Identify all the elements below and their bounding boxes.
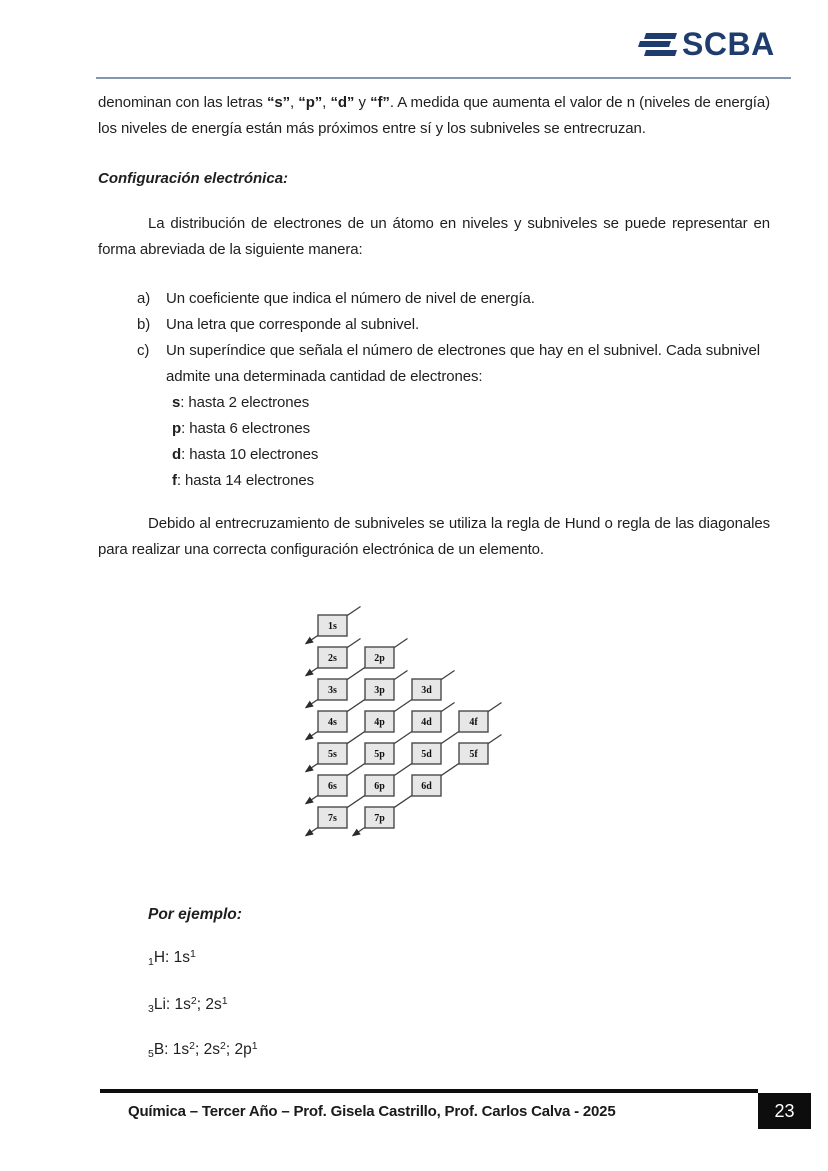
footer-divider — [100, 1089, 758, 1093]
electron-config-example: $_5$B: $1s^2$; $2s^2$; $2p^1$ — [148, 1040, 258, 1060]
sublevel-capacity: d: hasta 10 electrones — [172, 446, 319, 463]
atomic-number: 3 — [148, 1003, 154, 1015]
orbital-label: 5f — [469, 749, 478, 760]
abbreviation-list — [137, 286, 760, 494]
page-number-badge — [758, 1093, 811, 1129]
orbital-label: 4p — [374, 717, 385, 728]
orbital-label: 7s — [328, 813, 337, 824]
paragraph-text: . A medida que aumenta el valor de n (niveles de energía) los niveles de energía están más próximos entre sí y los subniveles se entrecruzan. — [98, 94, 771, 137]
atomic-number: 1 — [148, 956, 154, 968]
logo-e-icon — [641, 33, 675, 56]
list-item — [137, 312, 760, 338]
paragraph-distribution: La distribución de electrones de un átomo en niveles y subniveles se puede representar en forma abreviada de la siguiente manera: — [98, 215, 770, 258]
list-item-text: Una letra que corresponde al subnivel. — [166, 316, 420, 333]
orbital-label: 4d — [421, 717, 432, 728]
orbital-label: 3p — [374, 685, 385, 696]
sublevel-letter: f — [172, 472, 177, 489]
orbital-label: 1s — [328, 621, 337, 632]
element-symbol: H: — [153, 949, 174, 966]
logo-text: SCBA — [682, 26, 775, 62]
electron-count: 2 — [190, 995, 197, 1007]
sublevel-letter: s — [172, 394, 181, 411]
bold-letter-f: “f” — [370, 94, 390, 111]
sublevel-letter: d — [172, 446, 182, 463]
list-item — [137, 338, 760, 390]
orbital-label: 5d — [421, 749, 432, 760]
list-marker: b) — [137, 316, 151, 333]
element-symbol: Li: — [153, 996, 175, 1013]
orbital-label: 2p — [374, 653, 385, 664]
element-symbol: B: — [153, 1041, 173, 1058]
list-marker: a) — [137, 290, 151, 307]
escba-logo — [641, 26, 775, 62]
list-item-text: Un superíndice que señala el número de electrones que hay en el subnivel. Cada subnivel admite una determinada cantidad de electrones: — [166, 342, 760, 385]
orbital-label: 7p — [374, 813, 385, 824]
paragraph-intro: denominan con las letras “s”, “p”, “d” y “f”. A medida que aumenta el valor de n (niveles de energía) los niveles de energía están más próximos entre sí y los subniveles se entrecruzan. — [98, 94, 771, 137]
orbital-label: 5p — [374, 749, 385, 760]
page-number: 23 — [774, 1100, 795, 1121]
orbital-label: 6p — [374, 781, 385, 792]
electron-count: 1 — [221, 995, 228, 1007]
orbital-label: 4s — [328, 717, 337, 728]
diagonal-rule-diagram — [288, 600, 523, 850]
electron-config-example: $_1$H: $1s^1$ — [148, 948, 196, 968]
section-heading: Configuración electrónica: — [98, 170, 289, 187]
sublevel-capacity: p: hasta 6 electrones — [172, 420, 310, 437]
orbital-label: 3s — [328, 685, 337, 696]
example-heading: Por ejemplo: — [148, 906, 242, 923]
list-marker: c) — [137, 342, 150, 359]
electron-count: 1 — [251, 1040, 258, 1052]
sublevel-letter: p — [172, 420, 182, 437]
list-item — [137, 286, 760, 312]
electron-count: 2 — [220, 1040, 226, 1052]
bold-letter-s: “s” — [266, 94, 291, 111]
bold-letter-d: “d” — [330, 94, 355, 111]
footer-text: Química – Tercer Año – Prof. Gisela Castrillo, Prof. Carlos Calva - 2025 — [128, 1103, 616, 1120]
sublevel-capacity: f: hasta 14 electrones — [172, 472, 315, 489]
orbital-label: 6d — [421, 781, 432, 792]
header-divider — [96, 77, 791, 79]
paragraph-text: denominan con las letras — [98, 94, 267, 111]
orbital-label: 2s — [328, 653, 337, 664]
electron-config-example: $_3$Li: $1s^2$; $2s^1$ — [148, 995, 228, 1015]
orbital-label: 3d — [421, 685, 432, 696]
bold-letter-p: “p” — [298, 94, 323, 111]
orbital-label: 5s — [328, 749, 337, 760]
orbital-label: 6s — [328, 781, 337, 792]
electron-count: 2 — [189, 1040, 196, 1052]
list-item-text: Un coeficiente que indica el número de nivel de energía. — [166, 290, 535, 307]
atomic-number: 5 — [148, 1048, 154, 1060]
paragraph-hund-rule: Debido al entrecruzamiento de subniveles se utiliza la regla de Hund o regla de las diagonales para realizar una correcta configuración electrónica de un elemento. — [98, 515, 770, 558]
sublevel-capacity: s: hasta 2 electrones — [172, 394, 310, 411]
electron-count: 1 — [190, 948, 196, 960]
orbital-label: 4f — [469, 717, 478, 728]
